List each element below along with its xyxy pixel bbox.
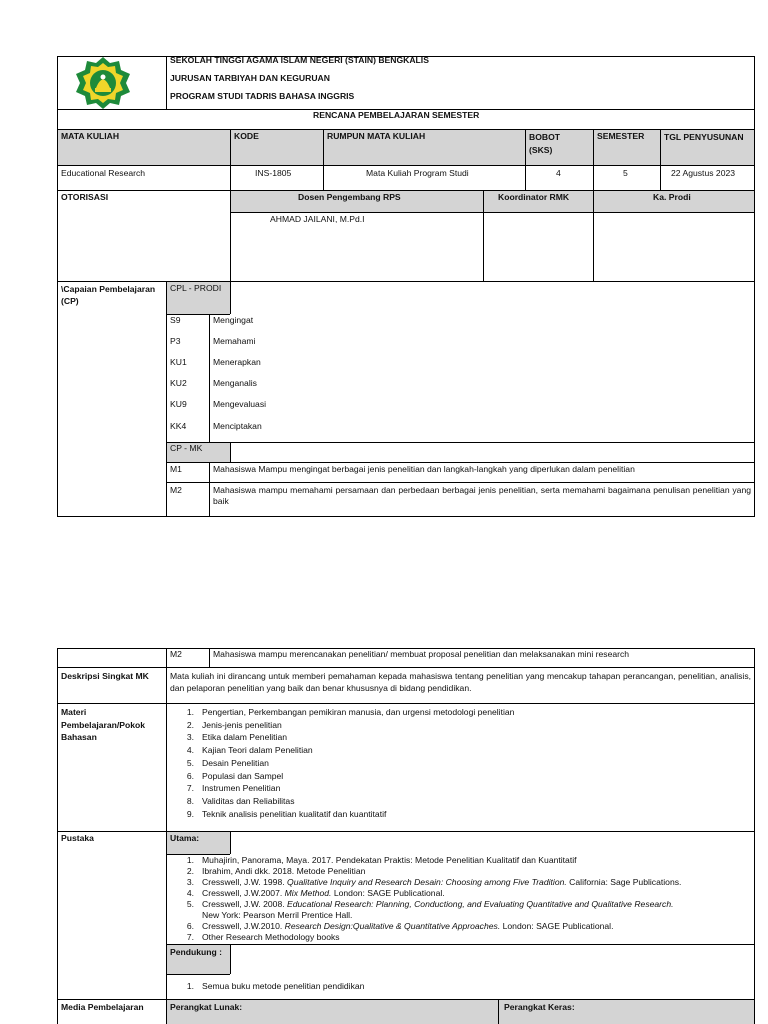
cpmk-label: CP - MK [170, 443, 203, 453]
header-mata-kuliah: MATA KULIAH [61, 131, 120, 141]
list-item: 1. Semua buku metode penelitian pendidikan [186, 981, 365, 991]
cpl-text: Mengingat [213, 315, 254, 325]
cpl-code: KU1 [170, 357, 187, 367]
materi-label: Materi Pembelajaran/Pokok Bahasan [61, 707, 146, 742]
pendukung-list [182, 981, 364, 992]
cpl-text: Mengevaluasi [213, 399, 267, 409]
list-item: 3. Cresswell, J.W. 1998. Qualitative Inquiry and Research Desain: Choosing among Five Tradition. California: Sage Publications. [186, 877, 682, 887]
stain-logo [70, 55, 136, 111]
list-item: 4. Kajian Teori dalam Penelitian [186, 745, 313, 756]
department-name: JURUSAN TARBIYAH DAN KEGURUAN [170, 73, 330, 83]
institution-name: SEKOLAH TINGGI AGAMA ISLAM NEGERI (STAIN) BENGKALIS [170, 55, 429, 65]
value-mata-kuliah: Educational Research [61, 168, 146, 178]
list-item: 2. Jenis-jenis penelitian [186, 719, 282, 730]
perangkat-keras-label: Perangkat Keras: [504, 1002, 575, 1012]
dosen-pengembang-label: Dosen Pengembang RPS [298, 192, 401, 202]
header-bobot: BOBOT (SKS) [529, 132, 561, 155]
capaian-label: \Capaian Pembelajaran (CP) [61, 284, 156, 306]
value-semester: 5 [623, 168, 628, 178]
header-tgl: TGL PENYUSUNAN [664, 132, 744, 142]
list-item: 1. Muhajirin, Panorama, Maya. 2017. Pendekatan Praktis: Metode Penelitian Kualitatif dan Kuantitatif [186, 855, 577, 865]
deskripsi-text: Mata kuliah ini dirancang untuk memberi pemahaman kepada mahasiswa tentang penelitian yang mencakup tahapan perancangan, penelitian, analisis, dan pelaporan penelitian yang baik dan benar khususnya di bidang pendidikan. [170, 671, 751, 693]
value-bobot: 4 [556, 168, 561, 178]
cpl-code: P3 [170, 336, 181, 346]
pustaka-label: Pustaka [61, 833, 94, 843]
list-item: 7. Instrumen Penelitian [186, 783, 281, 794]
list-item: 6. Populasi dan Sampel [186, 770, 284, 781]
deskripsi-label: Deskripsi Singkat MK [61, 671, 149, 681]
header-rumpun: RUMPUN MATA KULIAH [327, 131, 426, 141]
cpmk-text: Mahasiswa mampu memahami persamaan dan perbedaan berbagai jenis penelitian, serta memahami bagaimana penulisan penelitian yang baik [213, 485, 751, 506]
otorisasi-label: OTORISASI [61, 192, 109, 202]
utama-label: Utama: [170, 833, 200, 843]
value-rumpun: Mata Kuliah Program Studi [366, 168, 469, 178]
value-tgl: 22 Agustus 2023 [671, 168, 736, 178]
cpl-text: Memahami [213, 336, 256, 346]
cpl-code: KU2 [170, 378, 187, 388]
list-item: 5. Cresswell, J.W. 2008. Educational Research: Planning, Conductiong, and Evaluating Quantitative and Qualitative Research. New York: Pearson Merril Prentice Hall. [186, 899, 674, 920]
list-item: 5. Desain Penelitian [186, 757, 269, 768]
cpmk-code: M1 [170, 464, 182, 474]
list-item: 7. Other Research Methodology books [186, 932, 340, 942]
cpmk-text: Mahasiswa mampu merencanakan penelitian/ membuat proposal penelitian dan melaksanakan mini research [213, 649, 630, 659]
list-item: 8. Validitas dan Reliabilitas [186, 795, 295, 806]
cpmk-code: M2 [170, 485, 182, 495]
utama-list [182, 855, 681, 943]
pendukung-label: Pendukung : [170, 947, 223, 957]
value-kode: INS-1805 [255, 168, 292, 178]
perangkat-lunak-label: Perangkat Lunak: [170, 1002, 243, 1012]
cpl-text: Menciptakan [213, 421, 262, 431]
materi-list [182, 706, 514, 820]
kaprodi-label: Ka. Prodi [653, 192, 691, 202]
cpl-code: KK4 [170, 421, 187, 431]
program-name: PROGRAM STUDI TADRIS BAHASA INGGRIS [170, 91, 355, 101]
cpl-code: KU9 [170, 399, 187, 409]
list-item: 9. Teknik analisis penelitian kualitatif dan kuantitatif [186, 808, 387, 819]
list-item: 4. Cresswell, J.W.2007. Mix Method. London: SAGE Publicational. [186, 888, 445, 898]
header-kode: KODE [234, 131, 259, 141]
cpl-prodi-label: CPL - PRODI [170, 283, 222, 293]
dosen-name: AHMAD JAILANI, M.Pd.I [270, 214, 365, 224]
koordinator-label: Koordinator RMK [498, 192, 570, 202]
document-title: RENCANA PEMBELAJARAN SEMESTER [313, 110, 480, 120]
media-label: Media Pembelajaran [61, 1002, 144, 1012]
list-item: 6. Cresswell, J.W.2010. Research Design:Qualitative & Quantitative Approaches. London: SAGE Publicational. [186, 921, 614, 931]
cpl-text: Menganalis [213, 378, 257, 388]
cpl-code: S9 [170, 315, 181, 325]
cpmk-text: Mahasiswa Mampu mengingat berbagai jenis penelitian dan langkah-langkah yang diperlukan dalam penelitian [213, 464, 635, 474]
list-item: 2. Ibrahim, Andi dkk. 2018. Metode Penelitian [186, 866, 366, 876]
list-item: 1. Pengertian, Perkembangan pemikiran manusia, dan urgensi metodologi penelitian [186, 707, 515, 717]
header-semester: SEMESTER [597, 131, 645, 141]
list-item: 3. Etika dalam Penelitian [186, 732, 288, 743]
cpl-text: Menerapkan [213, 357, 261, 367]
cpmk-code: M2 [170, 649, 182, 659]
